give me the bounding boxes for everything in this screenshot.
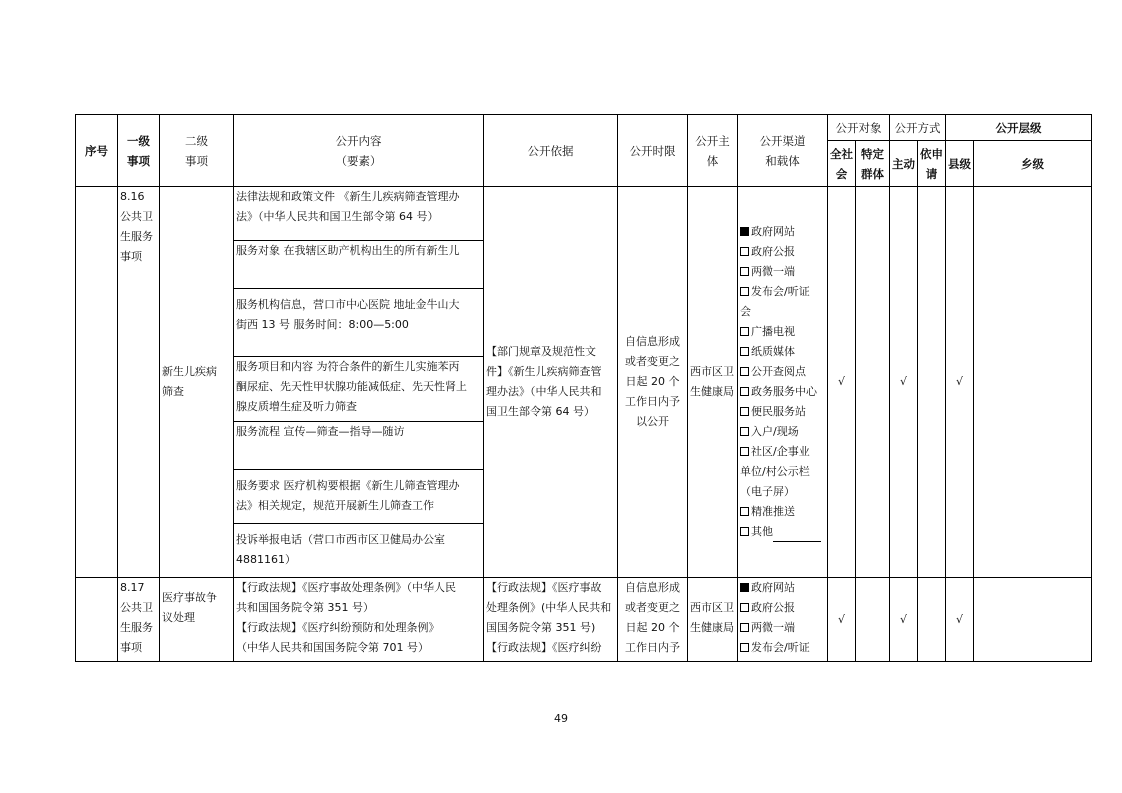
content-item: 服务机构信息，营口市中心医院 地址金牛山大 街西 13 号 服务时间：8:00—5:00 xyxy=(234,289,483,357)
channel-label: 纸质媒体 xyxy=(751,345,795,358)
unchecked-box-icon xyxy=(740,327,749,336)
unchecked-box-icon xyxy=(740,247,749,256)
unchecked-box-icon xyxy=(740,643,749,652)
basis-cell: 【部门规章及规范性文 件】《新生儿疾病筛查管 理办法》（中华人民共和 国卫生部令第 64 号） xyxy=(484,187,618,578)
channel-label: 政府网站 xyxy=(751,225,795,238)
level1-cell: 8.17 公共卫 生服务 事项 xyxy=(118,578,160,662)
level-township-mark xyxy=(974,187,1092,578)
checked-box-icon xyxy=(740,583,749,592)
channel-label: 政务服务中心 xyxy=(751,385,817,398)
header-target-specific: 特定 群体 xyxy=(856,141,890,187)
seq-cell xyxy=(76,187,118,578)
channel-option xyxy=(740,442,825,502)
header-level-county: 县级 xyxy=(946,141,974,187)
unchecked-box-icon xyxy=(740,347,749,356)
page-number: 49 xyxy=(554,712,568,725)
target-specific-mark xyxy=(856,187,890,578)
channel-option xyxy=(740,262,825,282)
channel-label: 社区/企事业 单位/村公示栏 （电子屏） xyxy=(740,445,810,498)
table-row xyxy=(76,187,1092,578)
method-active-mark: √ xyxy=(890,187,918,578)
channel-option xyxy=(740,422,825,442)
subject-cell: 西市区卫 生健康局 xyxy=(688,578,738,662)
content-item: 投诉举报电话（营口市西市区卫健局办公室 4881161） xyxy=(236,533,445,566)
target-all-mark: √ xyxy=(828,578,856,662)
unchecked-box-icon xyxy=(740,527,749,536)
channel-option xyxy=(740,522,825,542)
channel-option xyxy=(740,598,825,618)
header-level1: 一级 事项 xyxy=(118,115,160,187)
channel-option xyxy=(740,402,825,422)
level1-cell: 8.16 公共卫 生服务 事项 xyxy=(118,187,160,578)
checked-box-icon xyxy=(740,227,749,236)
channel-option xyxy=(740,502,825,522)
level-township-mark xyxy=(974,578,1092,662)
header-level: 公开层级 xyxy=(946,115,1092,141)
header-content: 公开内容 （要素） xyxy=(234,115,484,187)
header-seq: 序号 xyxy=(76,115,118,187)
channel-option xyxy=(740,322,825,342)
level-county-mark: √ xyxy=(946,578,974,662)
header-channel: 公开渠道 和载体 xyxy=(738,115,828,187)
content-cell: 【行政法规】《医疗事故处理条例》（中华人民 共和国国务院令第 351 号） 【行政法规】《医疗纠纷预防和处理条例》 （中华人民共和国国务院令第 701 号） xyxy=(234,578,484,662)
header-time: 公开时限 xyxy=(618,115,688,187)
channel-option xyxy=(740,362,825,382)
header-target: 公开对象 xyxy=(828,115,890,141)
subject-cell: 西市区卫 生健康局 xyxy=(688,187,738,578)
channel-option xyxy=(740,382,825,402)
channel-label: 公开查阅点 xyxy=(751,365,806,378)
unchecked-box-icon xyxy=(740,367,749,376)
channel-cell xyxy=(738,187,828,578)
channel-option xyxy=(740,282,825,322)
method-active-mark: √ xyxy=(890,578,918,662)
method-request-mark xyxy=(918,187,946,578)
unchecked-box-icon xyxy=(740,447,749,456)
channel-label: 政府公报 xyxy=(751,601,795,614)
channel-label: 两微一端 xyxy=(751,265,795,278)
channel-label: 其他 xyxy=(751,525,773,538)
unchecked-box-icon xyxy=(740,507,749,516)
header-level-township: 乡级 xyxy=(974,141,1092,187)
header-subject: 公开主体 xyxy=(688,115,738,187)
channel-option xyxy=(740,638,825,658)
method-request-mark xyxy=(918,578,946,662)
level2-cell: 医疗事故争 议处理 xyxy=(160,578,234,662)
header-method-request: 依申 请 xyxy=(918,141,946,187)
channel-label: 两微一端 xyxy=(751,621,795,634)
content-item: 服务项目和内容 为符合条件的新生儿实施苯丙 酮尿症、先天性甲状腺功能减低症、先天性肾上 腺皮质增生症及听力筛查 xyxy=(234,357,483,422)
unchecked-box-icon xyxy=(740,427,749,436)
target-all-mark: √ xyxy=(828,187,856,578)
time-cell: 自信息形成 或者变更之 日起 20 个 工作日内予 以公开 xyxy=(618,187,688,578)
channel-label: 精准推送 xyxy=(751,505,795,518)
header-method-active: 主动 xyxy=(890,141,918,187)
channel-label: 广播电视 xyxy=(751,325,795,338)
content-item: 法律法规和政策文件 《新生儿疾病筛查管理办 法》（中华人民共和国卫生部令第 64 号） xyxy=(234,187,483,241)
time-cell: 自信息形成 或者变更之 日起 20 个 工作日内予 xyxy=(618,578,688,662)
target-specific-mark xyxy=(856,578,890,662)
channel-label: 发布会/听证 会 xyxy=(740,285,810,318)
channel-cell xyxy=(738,578,828,662)
unchecked-box-icon xyxy=(740,407,749,416)
unchecked-box-icon xyxy=(740,603,749,612)
header-basis: 公开依据 xyxy=(484,115,618,187)
channel-option xyxy=(740,242,825,262)
table-row xyxy=(76,578,1092,662)
header-level2: 二级 事项 xyxy=(160,115,234,187)
channel-label: 政府网站 xyxy=(751,581,795,594)
basis-cell: 【行政法规】《医疗事故 处理条例》(中华人民共和 国国务院令第 351 号) 【行政法规】《医疗纠纷 xyxy=(484,578,618,662)
disclosure-table xyxy=(75,114,1092,662)
channel-label: 便民服务站 xyxy=(751,405,806,418)
content-item: 服务要求 医疗机构要根据《新生儿筛查管理办 法》相关规定，规范开展新生儿筛查工作 xyxy=(234,470,483,524)
content-item: 服务流程 宣传—筛查—指导—随访 xyxy=(234,422,483,470)
channel-option xyxy=(740,342,825,362)
unchecked-box-icon xyxy=(740,267,749,276)
level2-cell: 新生儿疾病 筛查 xyxy=(160,187,234,578)
content-item: 服务对象 在我辖区助产机构出生的所有新生儿 xyxy=(234,241,483,289)
channel-label: 入户/现场 xyxy=(751,425,799,438)
unchecked-box-icon xyxy=(740,623,749,632)
unchecked-box-icon xyxy=(740,287,749,296)
channel-option xyxy=(740,222,825,242)
channel-option xyxy=(740,578,825,598)
header-method: 公开方式 xyxy=(890,115,946,141)
header-target-all: 全社 会 xyxy=(828,141,856,187)
channel-label: 政府公报 xyxy=(751,245,795,258)
unchecked-box-icon xyxy=(740,387,749,396)
content-cell xyxy=(234,187,484,578)
channel-option xyxy=(740,618,825,638)
channel-label: 发布会/听证 xyxy=(751,641,810,654)
level-county-mark: √ xyxy=(946,187,974,578)
seq-cell xyxy=(76,578,118,662)
blank-fill-line xyxy=(773,529,821,542)
